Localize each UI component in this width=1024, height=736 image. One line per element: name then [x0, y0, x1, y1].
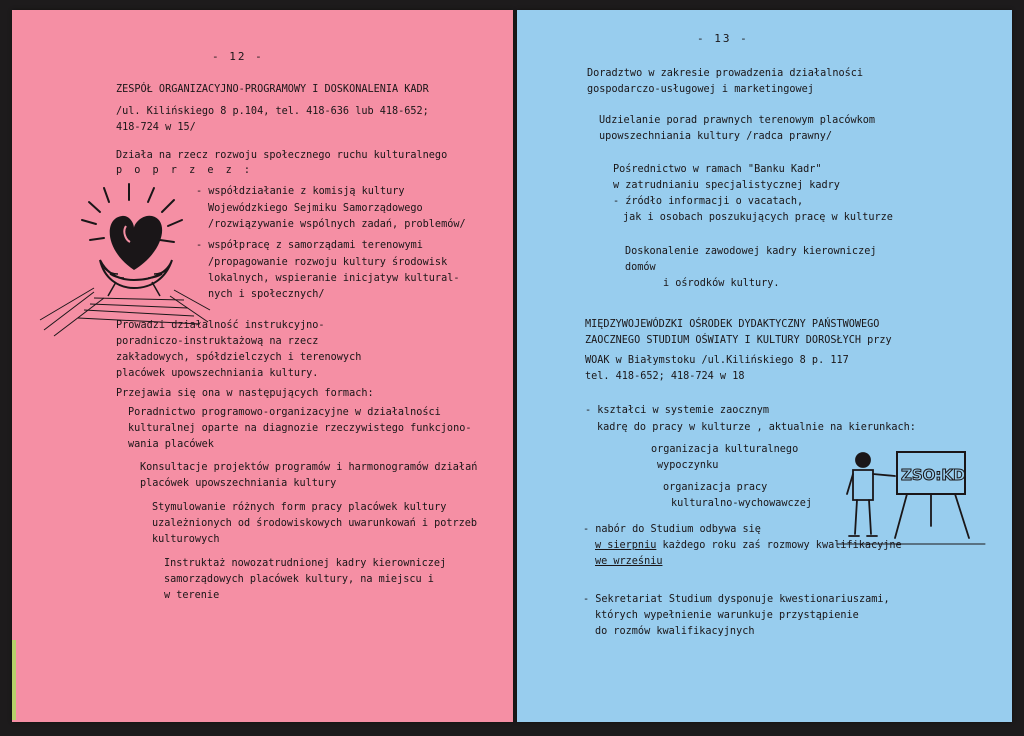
training-line: i ośrodków kultury.	[663, 278, 780, 289]
board-label: ZSO:KD	[901, 466, 966, 484]
form-line: Instruktaż nowozatrudnionej kadry kierowniczej	[164, 558, 447, 569]
legal-line: upowszechniania kultury /radca prawny/	[599, 131, 833, 142]
form-line: kulturalnej oparte na diagnozie rzeczywistego funkcjono-	[128, 423, 472, 434]
educates-line: - kształci w systemie zaocznym	[585, 405, 770, 416]
educates-line: kadrę do pracy w kulturze , aktualnie na kierunkach:	[597, 422, 916, 433]
form-line: uzależnionych od środowiskowych uwarunkowań i potrzeb	[152, 518, 478, 529]
form-line: Stymulowanie różnych form pracy placówek kultury	[152, 502, 447, 513]
forms-intro: Przejawia się ona w następujących formach:	[116, 388, 374, 399]
bullet-line: lokalnych, wspieranie inicjatyw kultural-	[208, 273, 460, 284]
training-line: domów	[625, 262, 656, 273]
advice-line: Doradztwo w zakresie prowadzenia działalności	[587, 68, 864, 79]
recruitment-month-september: we wrześniu	[595, 556, 663, 567]
bullet-line: nych i społecznych/	[208, 289, 325, 300]
form-line: placówek upowszechniania kultury	[140, 478, 337, 489]
heart-hands-illustration	[34, 180, 214, 340]
form-line: Konsultacje projektów programów i harmonogramów działań	[140, 462, 478, 473]
bank-line: Pośrednictwo w ramach "Banku Kadr"	[613, 164, 822, 175]
direction-line: wypoczynku	[657, 460, 719, 471]
right-page	[517, 10, 1012, 722]
page-edge-strip	[12, 640, 16, 720]
direction-line: kulturalno-wychowawczej	[671, 498, 813, 509]
activity-line: poradniczo-instruktażową na rzecz	[116, 336, 319, 347]
legal-line: Udzielanie porad prawnych terenowym placówkom	[599, 115, 876, 126]
teacher-board-illustration	[837, 446, 987, 546]
activity-line: placówek upowszechniania kultury.	[116, 368, 319, 379]
left-page	[12, 10, 513, 722]
recruitment-month-august: w sierpniu	[595, 540, 657, 551]
team-address-extension: 418-724 w 15/	[116, 122, 196, 133]
activity-line: Prowadzi działalność instrukcyjno-	[116, 320, 325, 331]
recruitment-line	[595, 538, 902, 554]
bullet-line: - współpracę z samorządami terenowymi	[196, 240, 423, 251]
recruitment-rest: każdego roku zaś rozmowy kwalifikacyjne	[656, 540, 902, 551]
form-line: samorządowych placówek kultury, na miejscu i	[164, 574, 434, 585]
intro-text: Działa na rzecz rozwoju społecznego ruchu kulturalnego	[116, 150, 448, 161]
form-line: kulturowych	[152, 534, 220, 545]
form-line: Poradnictwo programowo-organizacyjne w działalności	[128, 407, 441, 418]
recruitment-line: - nabór do Studium odbywa się	[583, 524, 761, 535]
bullet-line: /propagowanie rozwoju kultury środowisk	[208, 257, 448, 268]
form-line: w terenie	[164, 590, 220, 601]
page-number: - 12 -	[212, 50, 264, 63]
bank-line: w zatrudnianiu specjalistycznej kadry	[613, 180, 840, 191]
bullet-line: - współdziałanie z komisją kultury	[196, 186, 405, 197]
center-line: WOAK w Białymstoku /ul.Kilińskiego 8 p. 117	[585, 355, 849, 366]
direction-line: organizacja pracy	[663, 482, 768, 493]
center-line: MIĘDZYWOJEWÓDZKI OŚRODEK DYDAKTYCZNY PAŃSTWOWEGO	[585, 319, 880, 330]
form-line: wania placówek	[128, 439, 214, 450]
intro-through: p o p r z e z :	[116, 165, 254, 176]
bank-line: jak i osobach poszukujących pracę w kulturze	[623, 212, 893, 223]
secretariat-line: do rozmów kwalifikacyjnych	[595, 626, 755, 637]
center-line: tel. 418-652; 418-724 w 18	[585, 371, 745, 382]
secretariat-line: - Sekretariat Studium dysponuje kwestionariuszami,	[583, 594, 890, 605]
bank-line: - źródło informacji o vacatach,	[613, 196, 804, 207]
advice-line: gospodarczo-usługowej i marketingowej	[587, 84, 814, 95]
bullet-line: /rozwiązywanie wspólnych zadań, problemów/	[208, 219, 466, 230]
bullet-line: Wojewódzkiego Sejmiku Samorządowego	[208, 203, 423, 214]
training-line: Doskonalenie zawodowej kadry kierowniczej	[625, 246, 877, 257]
center-line: ZAOCZNEGO STUDIUM OŚWIATY I KULTURY DOROSŁYCH przy	[585, 335, 892, 346]
page-number: - 13 -	[697, 32, 749, 45]
team-address: /ul. Kilińskiego 8 p.104, tel. 418-636 lub 418-652;	[116, 106, 429, 117]
secretariat-line: których wypełnienie warunkuje przystąpienie	[595, 610, 859, 621]
team-title: ZESPÓŁ ORGANIZACYJNO-PROGRAMOWY I DOSKONALENIA KADR	[116, 84, 429, 95]
direction-line: organizacja kulturalnego	[651, 444, 799, 455]
activity-line: zakładowych, spółdzielczych i terenowych	[116, 352, 362, 363]
